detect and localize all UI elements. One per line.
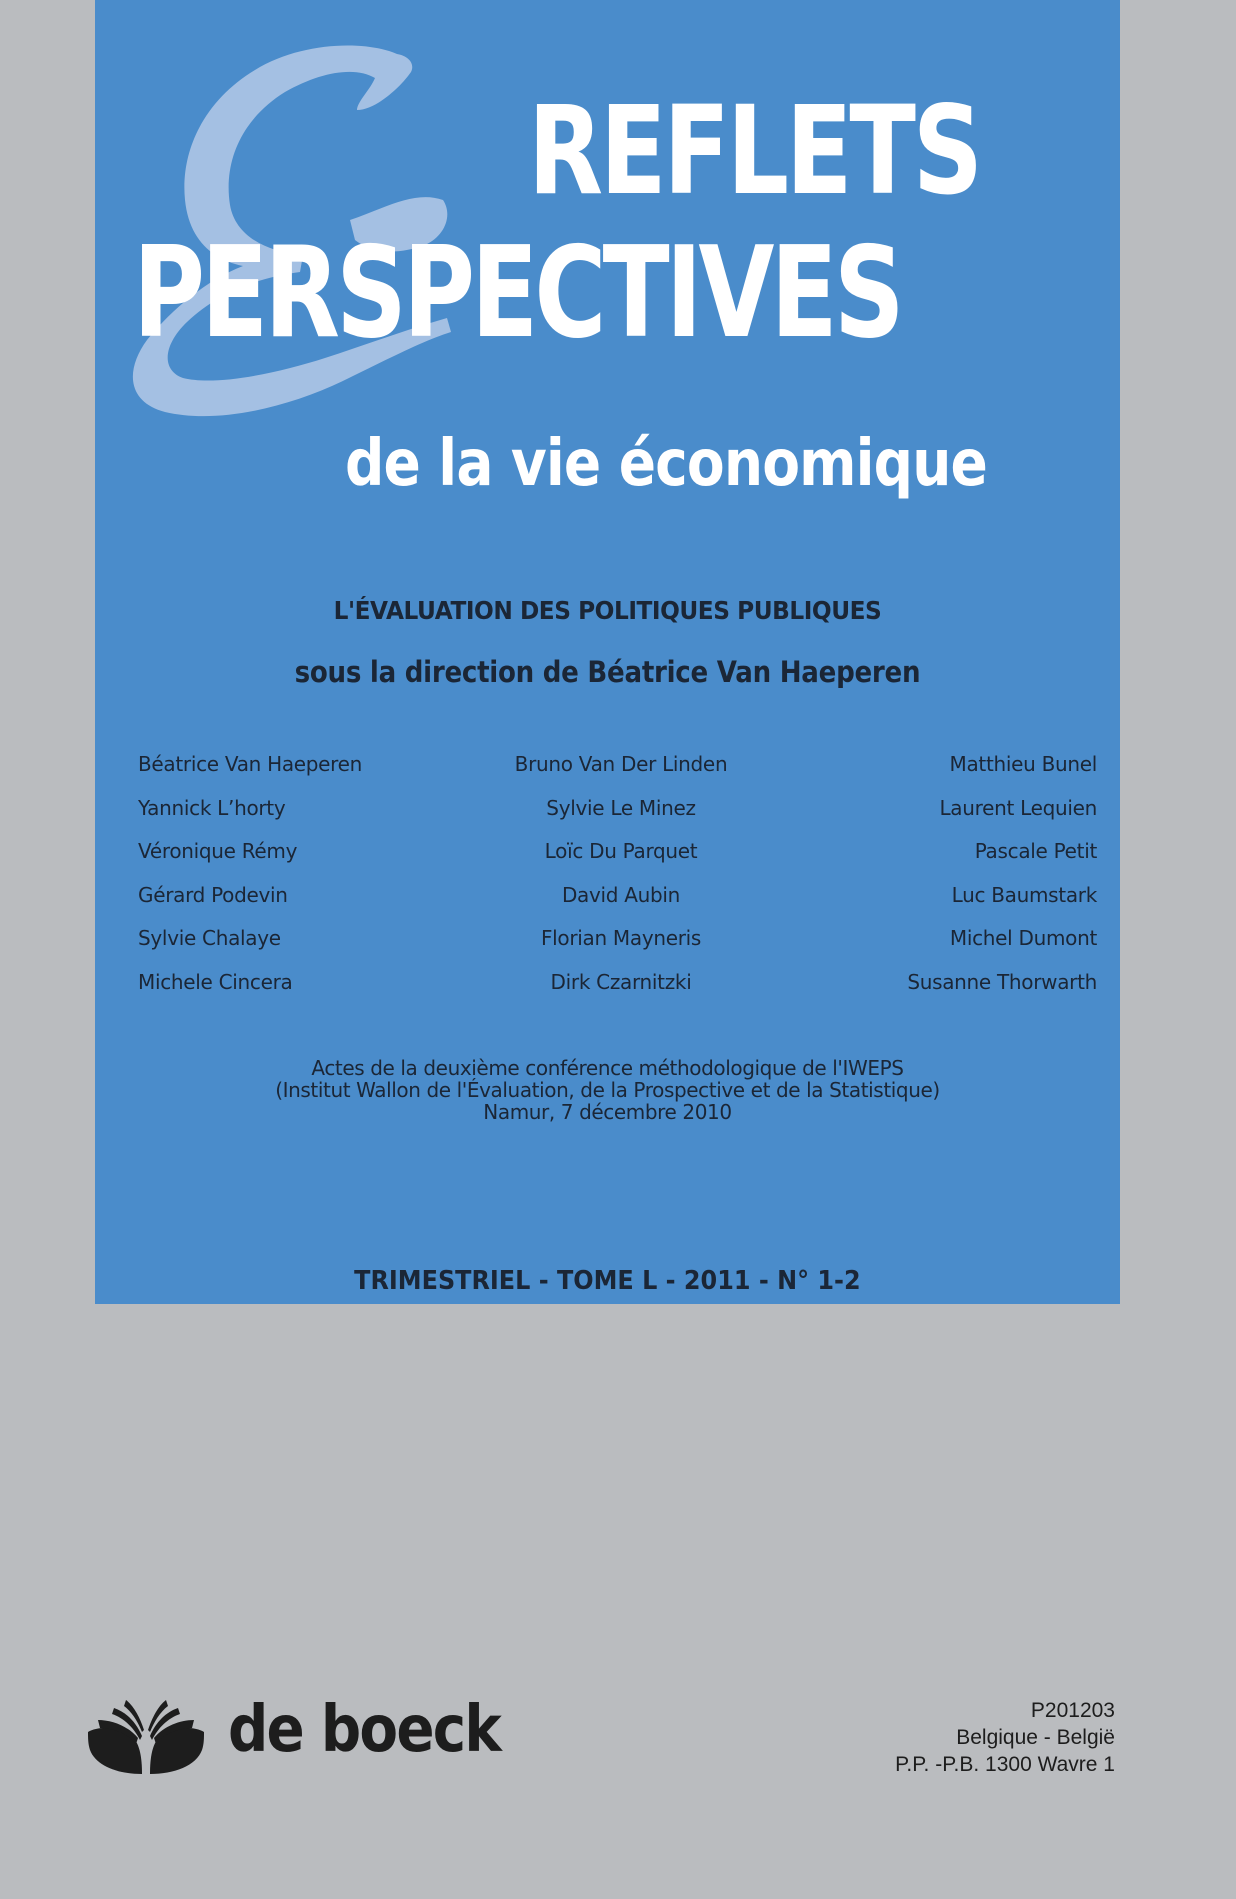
- cover-panel: [95, 0, 1120, 1304]
- publisher-name: de boeck: [228, 1693, 501, 1767]
- journal-subtitle: de la vie économique: [345, 427, 987, 501]
- author-name: Sylvie Le Minez: [546, 795, 696, 820]
- author-row: [95, 796, 1120, 840]
- lotus-leaves-icon: [88, 1700, 204, 1776]
- proceedings-line: Actes de la deuxième conférence méthodologique de l'IWEPS: [311, 1056, 904, 1080]
- author-name: Laurent Lequien: [939, 795, 1097, 820]
- author-name: Sylvie Chalaye: [138, 926, 281, 951]
- postal-line: P201203: [1030, 1699, 1115, 1722]
- author-name: Michel Dumont: [949, 926, 1097, 951]
- issue-theme: L'ÉVALUATION DES POLITIQUES PUBLIQUES: [333, 596, 882, 625]
- author-list: [95, 752, 1120, 1014]
- issue-info: TRIMESTRIEL - TOME L - 2011 - N° 1-2: [354, 1266, 861, 1296]
- postal-line: P.P. -P.B. 1300 Wavre 1: [895, 1753, 1115, 1776]
- author-name: Bruno Van Der Linden: [514, 752, 728, 776]
- proceedings-note: [95, 1057, 1120, 1123]
- editor-line: sous la direction de Béatrice Van Haeperen: [294, 655, 921, 689]
- postal-line: Belgique - België: [956, 1726, 1115, 1749]
- author-name: Yannick L’horty: [138, 795, 286, 820]
- author-name: Véronique Rémy: [138, 839, 298, 864]
- proceedings-line: (Institut Wallon de l'Évaluation, de la Prospective et de la Statistique): [275, 1078, 940, 1102]
- author-name: Pascale Petit: [974, 839, 1097, 864]
- author-name: Loïc Du Parquet: [544, 839, 698, 864]
- author-name: Susanne Thorwarth: [907, 969, 1097, 994]
- author-name: David Aubin: [561, 882, 681, 907]
- journal-title-perspectives: PERSPECTIVES: [133, 219, 901, 366]
- author-name: Michele Cincera: [138, 969, 293, 994]
- author-row: [95, 883, 1120, 927]
- author-name: Gérard Podevin: [138, 882, 288, 907]
- author-row: [95, 839, 1120, 883]
- author-name: Dirk Czarnitzki: [550, 969, 692, 994]
- journal-title-reflets: REFLETS: [528, 80, 980, 222]
- author-name: Florian Mayneris: [540, 926, 702, 951]
- author-name: Luc Baumstark: [951, 882, 1097, 907]
- author-name: Béatrice Van Haeperen: [138, 752, 363, 776]
- author-row: [95, 970, 1120, 1014]
- author-row: [95, 926, 1120, 970]
- author-name: Matthieu Bunel: [949, 752, 1097, 776]
- author-row: [95, 752, 1120, 796]
- proceedings-line: Namur, 7 décembre 2010: [483, 1100, 732, 1124]
- postal-info: [895, 1697, 1115, 1778]
